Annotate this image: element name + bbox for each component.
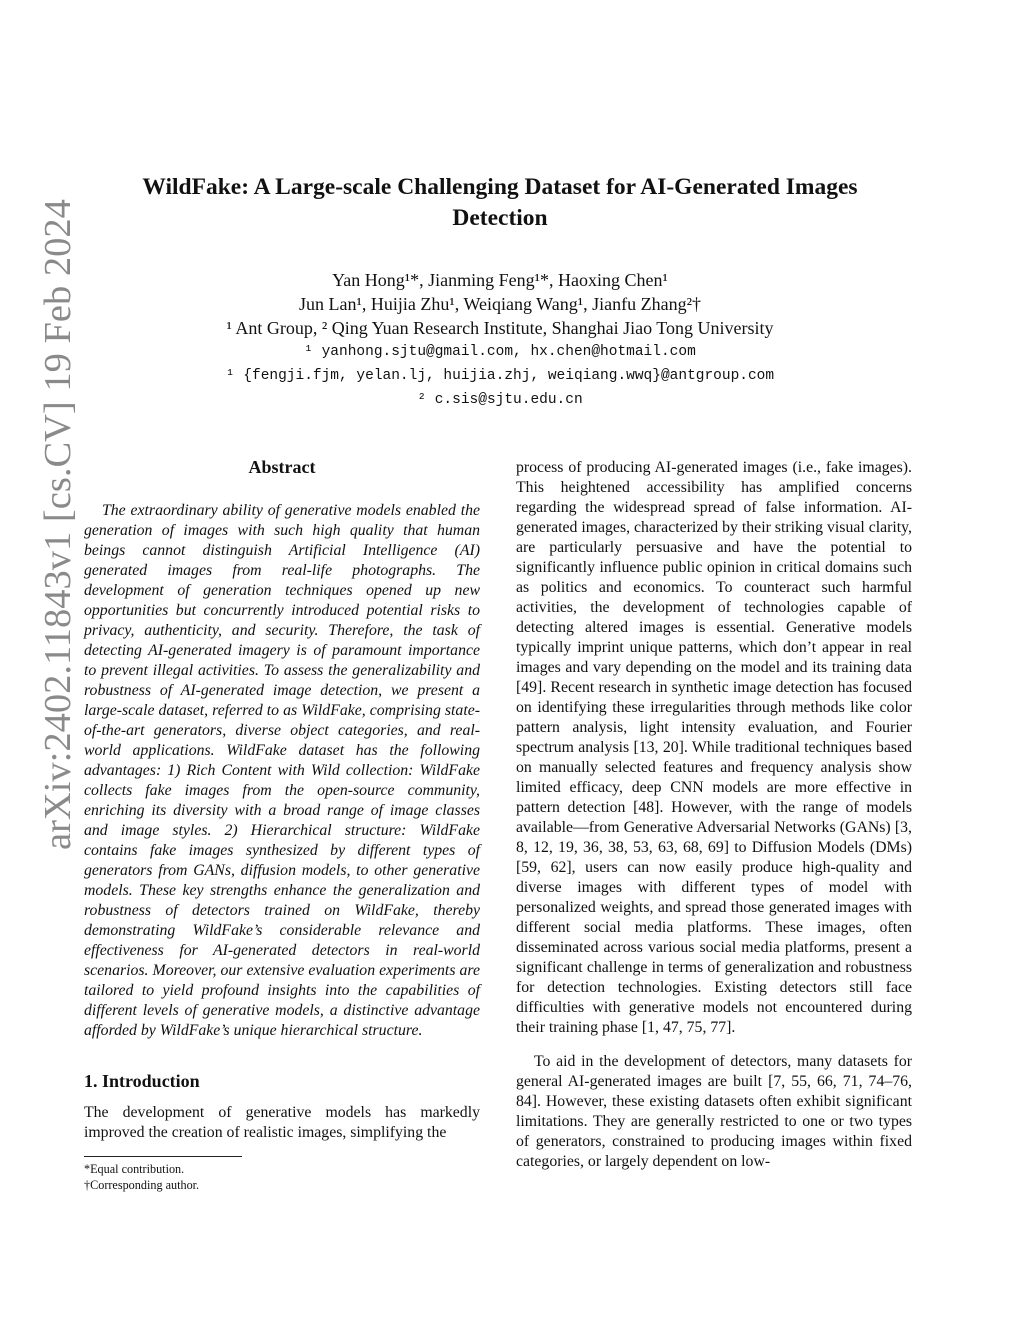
author-block xyxy=(130,268,870,412)
footnotes xyxy=(84,1156,384,1193)
introduction-heading: 1. Introduction xyxy=(84,1071,200,1091)
footnote-rule xyxy=(84,1156,242,1157)
arxiv-stamp: arXiv:2402.11843v1 [cs.CV] 19 Feb 2024 xyxy=(37,199,79,850)
title-line-1: WildFake: A Large-scale Challenging Dataset for AI-Generated Images xyxy=(142,174,858,200)
email-line-3: ² c.sis@sjtu.edu.cn xyxy=(417,392,583,408)
abstract-body: The extraordinary ability of generative models enabled the generation of images with such high quality that human beings cannot distinguish Artificial Intelligence (AI) generated images from real-life photographs. The development of generation techniques opened up new opportunities but concurrently introduced potential risks to privacy, authenticity, and security. Therefore, the task of detecting AI-generated imagery is of paramount importance to prevent illegal activities. To assess the generalizability and robustness of AI-generated image detection, we present a large-scale dataset, referred to as WildFake, comprising state-of-the-art generators, diverse object categories, and real-world applications. WildFake dataset has the following advantages: 1) Rich Content with Wild collection: WildFake collects fake images from the open-source community, enriching its diversity with a broad range of image classes and image styles. 2) Hierarchical structure: WildFake contains fake images synthesized by different types of generators from GANs, diffusion models, to other generative models. These key strengths enhance the generalization and robustness of detectors trained on WildFake, thereby demonstrating WildFake’s considerable relevance and effectiveness for AI-generated detectors in real-world scenarios. Moreover, our extensive evaluation experiments are tailored to yield profound insights into the capabilities of different levels of generative models, a distinctive advantage afforded by WildFake’s unique hierarchical structure. xyxy=(84,502,480,1039)
author-line-2: Jun Lan¹, Huijia Zhu¹, Weiqiang Wang¹, Jianfu Zhang²† xyxy=(299,294,701,314)
intro-paragraph-2: To aid in the development of detectors, many datasets for general AI-generated images are built [7, 55, 66, 71, 74–76, 84]. However, these existing datasets often exhibit significant limitations. They are generally restricted to one or two types of generators, constrained to producing images within fixed categories, or largely dependent on low- xyxy=(516,1053,912,1170)
affiliations: ¹ Ant Group, ² Qing Yuan Research Institute, Shanghai Jiao Tong University xyxy=(226,318,774,338)
abstract-heading: Abstract xyxy=(248,457,316,477)
footnote-corresponding-author: †Corresponding author. xyxy=(84,1178,200,1192)
intro-paragraph-continued: process of producing AI-generated images (i.e., fake images). This heightened accessibility has amplified concerns regarding the widespread spread of false information. AI-generated images, characterized by their striking visual clarity, are particularly persuasive and have the potential to significantly influence public opinion in critical domains such as politics and economics. To counteract such harmful activities, the development of technologies capable of detecting altered images is essential. Generative models typically imprint unique patterns, which don’t appear in real images and vary depending on the model and its training data [49]. Recent research in synthetic image detection has focused on identifying these irregularities through methods like color pattern analysis, light intensity evaluation, and Fourier spectrum analysis [13, 20]. While traditional techniques based on manually selected features and frequency analysis show limited efficacy, deep CNN models are more effective in pattern detection [48]. However, with the range of models available—from Generative Adversarial Networks (GANs) [3, 8, 12, 19, 36, 38, 53, 63, 68, 69] to Diffusion Models (DMs) [59, 62], users can now easily produce high-quality and diverse images with different types of model with personalized weights, and spread those generated images with different social media platforms. These images, often disseminated across various social media platforms, present a significant challenge in terms of generalization and robustness for detection technologies. Existing detectors still face difficulties with generative models not encountered during their training phase [1, 47, 75, 77]. xyxy=(516,459,912,1036)
email-line-1: ¹ yanhong.sjtu@gmail.com, hx.chen@hotmail.com xyxy=(304,344,696,360)
right-column xyxy=(516,458,912,1172)
footnote-equal-contribution: *Equal contribution. xyxy=(84,1162,185,1176)
paper-title xyxy=(110,172,890,234)
intro-paragraph-start: The development of generative models has markedly improved the creation of realistic images, simplifying the xyxy=(84,1104,480,1141)
email-line-2: ¹ {fengji.fjm, yelan.lj, huijia.zhj, weiqiang.wwq}@antgroup.com xyxy=(225,368,775,384)
title-line-2: Detection xyxy=(452,205,548,231)
left-column xyxy=(84,455,480,1143)
author-line-1: Yan Hong¹*, Jianming Feng¹*, Haoxing Chen¹ xyxy=(332,270,668,290)
